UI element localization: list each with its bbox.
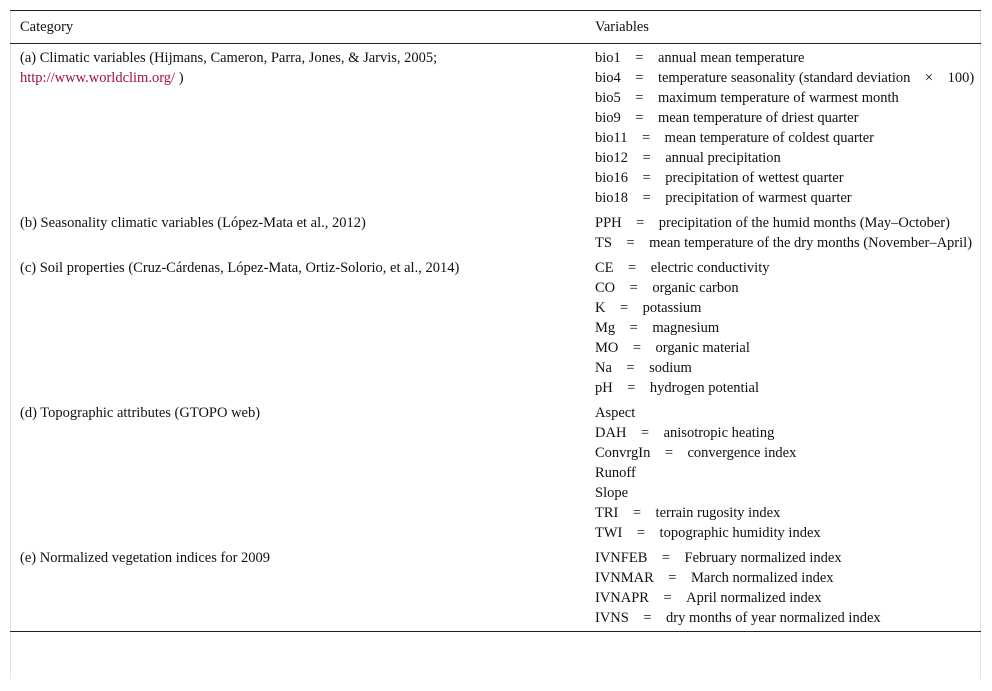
- table-row: [10, 44, 981, 211]
- variable-line: Runoff: [595, 465, 636, 481]
- variable-line: K = potassium: [595, 300, 702, 316]
- category-cell: [10, 545, 585, 632]
- variables-cell: [585, 44, 981, 211]
- variable-line: MO = organic material: [595, 340, 750, 356]
- header-category: Category: [10, 11, 585, 44]
- variable-line: pH = hydrogen potential: [595, 380, 760, 396]
- variables-cell: [585, 400, 981, 545]
- variable-line: CO = organic carbon: [595, 280, 739, 296]
- variable-line: bio11 = mean temperature of coldest quarter: [595, 130, 875, 146]
- variable-line: ConvrgIn = convergence index: [595, 445, 797, 461]
- variable-line: Mg = magnesium: [595, 320, 720, 336]
- variable-line: IVNFEB = February normalized index: [595, 550, 842, 566]
- variable-line: bio4 = temperature seasonality (standard deviation × 100): [595, 70, 975, 86]
- category-cell: [10, 44, 585, 211]
- variable-line: DAH = anisotropic heating: [595, 425, 775, 441]
- variable-line: PPH = precipitation of the humid months (May–October): [595, 215, 950, 231]
- variable-line: bio18 = precipitation of warmest quarter: [595, 190, 852, 206]
- category-text: (b) Seasonality climatic variables (López-Mata et al., 2012): [20, 215, 366, 231]
- variable-line: CE = electric conductivity: [595, 260, 770, 276]
- category-cell: [10, 255, 585, 400]
- variable-line: IVNMAR = March normalized index: [595, 570, 834, 586]
- variables-table: [10, 10, 981, 632]
- category-cell: [10, 400, 585, 545]
- variable-line: IVNS = dry months of year normalized index: [595, 610, 881, 626]
- category-text: (a) Climatic variables (Hijmans, Cameron, Parra, Jones, & Jarvis, 2005;: [20, 50, 438, 66]
- variables-cell: [585, 255, 981, 400]
- category-text: (e) Normalized vegetation indices for 2009: [20, 550, 271, 566]
- variables-cell: [585, 545, 981, 632]
- variable-line: bio5 = maximum temperature of warmest month: [595, 90, 899, 106]
- variable-line: TRI = terrain rugosity index: [595, 505, 781, 521]
- header-variables: Variables: [585, 11, 981, 44]
- table-row: [10, 255, 981, 400]
- variable-line: IVNAPR = April normalized index: [595, 590, 822, 606]
- worldclim-link[interactable]: http://www.worldclim.org/: [20, 70, 176, 86]
- category-text-tail: ): [178, 70, 184, 86]
- variable-line: bio16 = precipitation of wettest quarter: [595, 170, 844, 186]
- variable-line: Slope: [595, 485, 629, 501]
- variable-line: Aspect: [595, 405, 636, 421]
- category-text: (d) Topographic attributes (GTOPO web): [20, 405, 261, 421]
- variable-line: TS = mean temperature of the dry months (November–April): [595, 235, 973, 251]
- table-header-row: [10, 11, 981, 44]
- table-row: [10, 545, 981, 632]
- variable-line: TWI = topographic humidity index: [595, 525, 821, 541]
- table-row: [10, 210, 981, 255]
- table-row: [10, 400, 981, 545]
- category-cell: [10, 210, 585, 255]
- variables-cell: [585, 210, 981, 255]
- variable-line: Na = sodium: [595, 360, 692, 376]
- variable-line: bio12 = annual precipitation: [595, 150, 781, 166]
- category-text: (c) Soil properties (Cruz-Cárdenas, López-Mata, Ortiz-Solorio, et al., 2014): [20, 260, 460, 276]
- variable-line: bio9 = mean temperature of driest quarter: [595, 110, 859, 126]
- variable-line: bio1 = annual mean temperature: [595, 50, 805, 66]
